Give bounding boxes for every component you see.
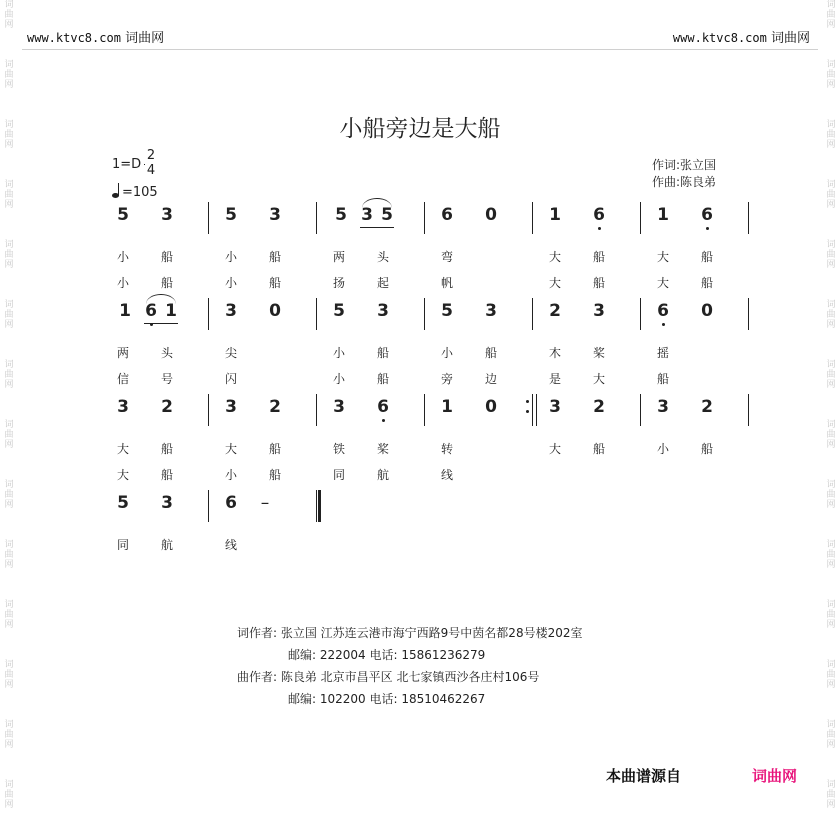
lyric-char: 大 <box>548 442 561 456</box>
watermark-char: 词 <box>4 420 14 430</box>
jianpu-note: 3 <box>485 301 497 321</box>
source-brand-link[interactable]: 词曲网 <box>752 767 798 785</box>
bar-line <box>640 394 641 426</box>
watermark-mark <box>824 420 838 480</box>
jianpu-note: 5 <box>117 493 129 513</box>
key-signature: 1=D <box>112 157 142 172</box>
watermark-mark <box>824 720 838 780</box>
composer-credit: 作曲:陈良弟 <box>652 175 717 189</box>
watermark-mark <box>2 540 16 600</box>
jianpu-note: 6 <box>701 205 713 225</box>
watermark-char: 曲 <box>826 70 836 80</box>
jianpu-note: 0 <box>485 397 497 417</box>
lyricist-credit: 作词:张立国 <box>652 158 717 172</box>
jianpu-note: 5 <box>225 205 237 225</box>
header-url-right[interactable]: www.ktvc8.com <box>672 31 767 45</box>
lyric-char: 船 <box>268 276 281 290</box>
watermark-char: 词 <box>826 120 836 130</box>
footer-composer-contact: 邮编: 102200 电话: 18510462267 <box>288 692 486 706</box>
watermark-mark <box>2 360 16 420</box>
bar-line <box>424 394 425 426</box>
watermark-char: 词 <box>826 240 836 250</box>
watermark-mark <box>2 240 16 300</box>
watermark-char: 曲 <box>4 610 14 620</box>
watermark-char: 曲 <box>826 490 836 500</box>
footer-composer-line: 曲作者: 陈良弟 北京市昌平区 北七家镇西沙各庄村106号 <box>237 670 540 684</box>
bar-line <box>640 202 641 234</box>
watermark-char: 网 <box>826 200 836 210</box>
source-label: 本曲谱源自 <box>606 767 682 785</box>
lyric-char: 船 <box>592 442 605 456</box>
lyric-char: 线 <box>224 538 237 552</box>
jianpu-note: 1 <box>549 205 561 225</box>
jianpu-note: 2 <box>593 397 605 417</box>
watermark-mark <box>824 240 838 300</box>
watermark-char: 词 <box>4 720 14 730</box>
watermark-char: 网 <box>826 260 836 270</box>
watermark-mark <box>2 720 16 780</box>
bar-line <box>208 202 209 234</box>
header-site-name-right: 词曲网 <box>770 31 810 46</box>
lyric-char: 船 <box>484 346 497 360</box>
watermark-char: 网 <box>826 140 836 150</box>
lyric-char: 小 <box>440 346 453 360</box>
header-divider <box>22 49 818 50</box>
watermark-char: 网 <box>4 800 14 810</box>
repeat-sign <box>526 396 529 416</box>
tempo-value: =105 <box>122 185 158 200</box>
tempo-marking <box>112 184 158 200</box>
watermark-char: 曲 <box>4 310 14 320</box>
bar-line <box>208 298 209 330</box>
watermark-mark <box>2 660 16 720</box>
watermark-char: 词 <box>4 660 14 670</box>
lyric-char: 船 <box>160 442 173 456</box>
watermark-char: 曲 <box>4 250 14 260</box>
jianpu-note: 5 <box>335 205 347 225</box>
watermark-mark <box>824 780 838 813</box>
watermark-char: 词 <box>4 240 14 250</box>
lyric-char: 两 <box>332 250 345 264</box>
lyric-char: 船 <box>592 276 605 290</box>
lyric-char: 大 <box>224 442 237 456</box>
jianpu-note: 3 <box>225 301 237 321</box>
bar-line <box>748 202 749 234</box>
time-signature-bottom: 4 <box>146 163 156 178</box>
watermark-char: 网 <box>4 440 14 450</box>
lyric-char: 船 <box>700 442 713 456</box>
watermark-char: 曲 <box>826 250 836 260</box>
jianpu-note: 1 <box>657 205 669 225</box>
jianpu-note: 6 <box>441 205 453 225</box>
jianpu-note: – <box>260 493 270 513</box>
bar-line <box>316 394 317 426</box>
watermark-char: 网 <box>4 260 14 270</box>
lyric-char: 大 <box>548 250 561 264</box>
watermark-char: 词 <box>4 60 14 70</box>
lyric-char: 桨 <box>592 346 605 360</box>
lyric-char: 是 <box>548 372 561 386</box>
jianpu-note: 5 <box>117 205 129 225</box>
watermark-char: 曲 <box>4 190 14 200</box>
watermark-char: 网 <box>826 620 836 630</box>
watermark-char: 网 <box>826 500 836 510</box>
jianpu-note: 3 <box>269 205 281 225</box>
watermark-mark <box>824 480 838 540</box>
slur-mark <box>146 294 176 304</box>
bar-line <box>748 298 749 330</box>
lyric-char: 大 <box>116 442 129 456</box>
lyric-char: 船 <box>376 346 389 360</box>
watermark-char: 曲 <box>4 550 14 560</box>
watermark-mark <box>2 600 16 660</box>
footer-lyricist-line: 词作者: 张立国 江苏连云港市海宁西路9号中茵名都28号楼202室 <box>237 626 583 640</box>
watermark-char: 词 <box>826 420 836 430</box>
watermark-char: 词 <box>826 780 836 790</box>
lyric-char: 船 <box>160 276 173 290</box>
watermark-char: 曲 <box>826 130 836 140</box>
watermark-char: 词 <box>4 0 14 10</box>
watermark-char: 词 <box>826 600 836 610</box>
lyric-char: 船 <box>160 250 173 264</box>
jianpu-note: 6 <box>657 301 669 321</box>
lyric-char: 信 <box>116 372 129 386</box>
lyric-char: 小 <box>224 276 237 290</box>
watermark-mark <box>2 780 16 813</box>
jianpu-note: 3 <box>161 205 173 225</box>
watermark-char: 曲 <box>826 730 836 740</box>
final-bar-line <box>318 490 321 522</box>
jianpu-note: 3 <box>377 301 389 321</box>
watermark-char: 曲 <box>826 610 836 620</box>
jianpu-note: 3 <box>161 493 173 513</box>
jianpu-note: 0 <box>485 205 497 225</box>
watermark-char: 网 <box>826 20 836 30</box>
watermark-char: 网 <box>4 500 14 510</box>
quarter-note-icon <box>112 184 122 198</box>
jianpu-note: 6 <box>145 301 157 321</box>
lyric-char: 铁 <box>332 442 345 456</box>
jianpu-note: 0 <box>701 301 713 321</box>
watermark-char: 词 <box>4 120 14 130</box>
jianpu-note: 2 <box>549 301 561 321</box>
jianpu-note: 6 <box>593 205 605 225</box>
watermark-char: 网 <box>4 20 14 30</box>
lyric-char: 船 <box>592 250 605 264</box>
lyric-char: 小 <box>656 442 669 456</box>
bar-line <box>532 298 533 330</box>
lyric-char: 桨 <box>376 442 389 456</box>
watermark-char: 曲 <box>4 370 14 380</box>
lyric-char: 小 <box>116 276 129 290</box>
watermark-char: 词 <box>4 360 14 370</box>
watermark-char: 网 <box>4 620 14 630</box>
watermark-mark <box>824 360 838 420</box>
watermark-char: 词 <box>826 720 836 730</box>
lyric-char: 转 <box>440 442 453 456</box>
jianpu-note: 2 <box>161 397 173 417</box>
watermark-char: 曲 <box>4 730 14 740</box>
bar-line <box>208 490 209 522</box>
lyric-char: 线 <box>440 468 453 482</box>
jianpu-note: 5 <box>333 301 345 321</box>
watermark-char: 词 <box>4 600 14 610</box>
watermark-char: 曲 <box>4 430 14 440</box>
jianpu-note: 3 <box>657 397 669 417</box>
watermark-mark <box>2 180 16 240</box>
lyric-char: 小 <box>224 250 237 264</box>
lyric-char: 闪 <box>224 372 237 386</box>
watermark-mark <box>824 180 838 240</box>
watermark-mark <box>2 420 16 480</box>
jianpu-note: 1 <box>441 397 453 417</box>
lyric-char: 边 <box>484 372 497 386</box>
lyric-char: 两 <box>116 346 129 360</box>
eighth-beam <box>144 323 178 324</box>
time-signature <box>144 148 158 178</box>
header-url-left[interactable]: www.ktvc8.com <box>27 31 121 45</box>
jianpu-note: 5 <box>441 301 453 321</box>
lyric-char: 帆 <box>440 276 453 290</box>
watermark-char: 网 <box>4 560 14 570</box>
bar-line <box>532 202 533 234</box>
jianpu-note: 3 <box>225 397 237 417</box>
watermark-char: 曲 <box>826 790 836 800</box>
watermark-char: 词 <box>826 540 836 550</box>
jianpu-note: 1 <box>119 301 131 321</box>
watermark-char: 曲 <box>826 430 836 440</box>
jianpu-note: 2 <box>701 397 713 417</box>
lyric-char: 头 <box>376 250 389 264</box>
time-signature-top: 2 <box>146 148 156 163</box>
watermark-char: 曲 <box>826 310 836 320</box>
watermark-mark <box>2 0 16 60</box>
watermark-char: 网 <box>826 320 836 330</box>
watermark-char: 曲 <box>826 190 836 200</box>
lyric-char: 小 <box>116 250 129 264</box>
watermark-mark <box>824 540 838 600</box>
watermark-char: 曲 <box>826 370 836 380</box>
bar-line <box>536 394 537 426</box>
watermark-char: 网 <box>4 200 14 210</box>
bar-line <box>316 202 317 234</box>
lyric-char: 同 <box>116 538 129 552</box>
watermark-char: 网 <box>4 680 14 690</box>
lyric-char: 大 <box>656 250 669 264</box>
lyric-char: 船 <box>700 276 713 290</box>
jianpu-note: 1 <box>165 301 177 321</box>
watermark-mark <box>2 480 16 540</box>
watermark-char: 词 <box>4 480 14 490</box>
lyric-char: 船 <box>268 442 281 456</box>
lyric-char: 船 <box>700 250 713 264</box>
lyric-char: 船 <box>376 372 389 386</box>
watermark-mark <box>824 0 838 60</box>
watermark-mark <box>2 300 16 360</box>
lyric-char: 起 <box>376 276 389 290</box>
watermark-char: 网 <box>826 740 836 750</box>
lyric-char: 船 <box>656 372 669 386</box>
eighth-beam <box>360 227 394 228</box>
watermark-char: 词 <box>826 480 836 490</box>
watermark-char: 词 <box>4 780 14 790</box>
lyric-char: 大 <box>116 468 129 482</box>
lyric-char: 大 <box>592 372 605 386</box>
watermark-char: 网 <box>4 740 14 750</box>
watermark-mark <box>824 660 838 720</box>
lyric-char: 旁 <box>440 372 453 386</box>
watermark-char: 曲 <box>826 670 836 680</box>
bar-line <box>532 394 533 426</box>
lyric-char: 号 <box>160 372 173 386</box>
watermark-char: 网 <box>826 440 836 450</box>
lyric-char: 航 <box>160 538 173 552</box>
watermark-char: 曲 <box>4 70 14 80</box>
lyric-char: 小 <box>224 468 237 482</box>
lyric-char: 大 <box>656 276 669 290</box>
watermark-char: 词 <box>826 180 836 190</box>
lyric-char: 扬 <box>332 276 345 290</box>
footer-lyricist-contact: 邮编: 222004 电话: 15861236279 <box>288 648 486 662</box>
header-site-name-left: 词曲网 <box>125 31 165 46</box>
watermark-char: 词 <box>826 360 836 370</box>
watermark-char: 网 <box>4 140 14 150</box>
watermark-char: 网 <box>4 320 14 330</box>
watermark-char: 词 <box>826 660 836 670</box>
lyric-char: 头 <box>160 346 173 360</box>
jianpu-note: 3 <box>117 397 129 417</box>
jianpu-note: 3 <box>361 205 373 225</box>
watermark-char: 词 <box>826 60 836 70</box>
jianpu-note: 5 <box>381 205 393 225</box>
slur-mark <box>362 198 392 208</box>
lyric-char: 弯 <box>440 250 453 264</box>
watermark-mark <box>824 600 838 660</box>
watermark-char: 网 <box>826 80 836 90</box>
lyric-char: 摇 <box>656 346 669 360</box>
bar-line <box>316 490 317 522</box>
lyric-char: 小 <box>332 346 345 360</box>
jianpu-note: 0 <box>269 301 281 321</box>
watermark-char: 网 <box>4 80 14 90</box>
lyric-char: 船 <box>268 468 281 482</box>
watermark-char: 曲 <box>4 130 14 140</box>
watermark-char: 曲 <box>4 790 14 800</box>
watermark-char: 网 <box>826 380 836 390</box>
watermark-char: 网 <box>826 680 836 690</box>
watermark-char: 词 <box>4 180 14 190</box>
bar-line <box>316 298 317 330</box>
bar-line <box>748 394 749 426</box>
lyric-char: 大 <box>548 276 561 290</box>
lyric-char: 同 <box>332 468 345 482</box>
watermark-char: 词 <box>826 300 836 310</box>
lyric-char: 船 <box>160 468 173 482</box>
watermark-char: 网 <box>4 380 14 390</box>
jianpu-note: 3 <box>549 397 561 417</box>
jianpu-note: 6 <box>225 493 237 513</box>
watermark-char: 曲 <box>4 670 14 680</box>
watermark-char: 网 <box>826 560 836 570</box>
watermark-char: 曲 <box>4 10 14 20</box>
bar-line <box>208 394 209 426</box>
lyric-char: 尖 <box>224 346 237 360</box>
watermark-mark <box>824 300 838 360</box>
lyric-char: 小 <box>332 372 345 386</box>
watermark-char: 网 <box>826 800 836 810</box>
jianpu-note: 3 <box>333 397 345 417</box>
watermark-char: 曲 <box>4 490 14 500</box>
jianpu-note: 2 <box>269 397 281 417</box>
header-site-left[interactable] <box>27 27 164 46</box>
watermark-char: 词 <box>826 0 836 10</box>
header-site-right[interactable] <box>673 27 810 46</box>
watermark-char: 词 <box>4 300 14 310</box>
song-title: 小船旁边是大船 <box>339 116 501 142</box>
jianpu-note: 6 <box>377 397 389 417</box>
watermark-char: 曲 <box>826 10 836 20</box>
lyric-char: 木 <box>548 346 561 360</box>
lyric-char: 船 <box>268 250 281 264</box>
lyric-char: 航 <box>376 468 389 482</box>
bar-line <box>424 298 425 330</box>
bar-line <box>640 298 641 330</box>
bar-line <box>424 202 425 234</box>
jianpu-note: 3 <box>593 301 605 321</box>
watermark-char: 词 <box>4 540 14 550</box>
watermark-char: 曲 <box>826 550 836 560</box>
